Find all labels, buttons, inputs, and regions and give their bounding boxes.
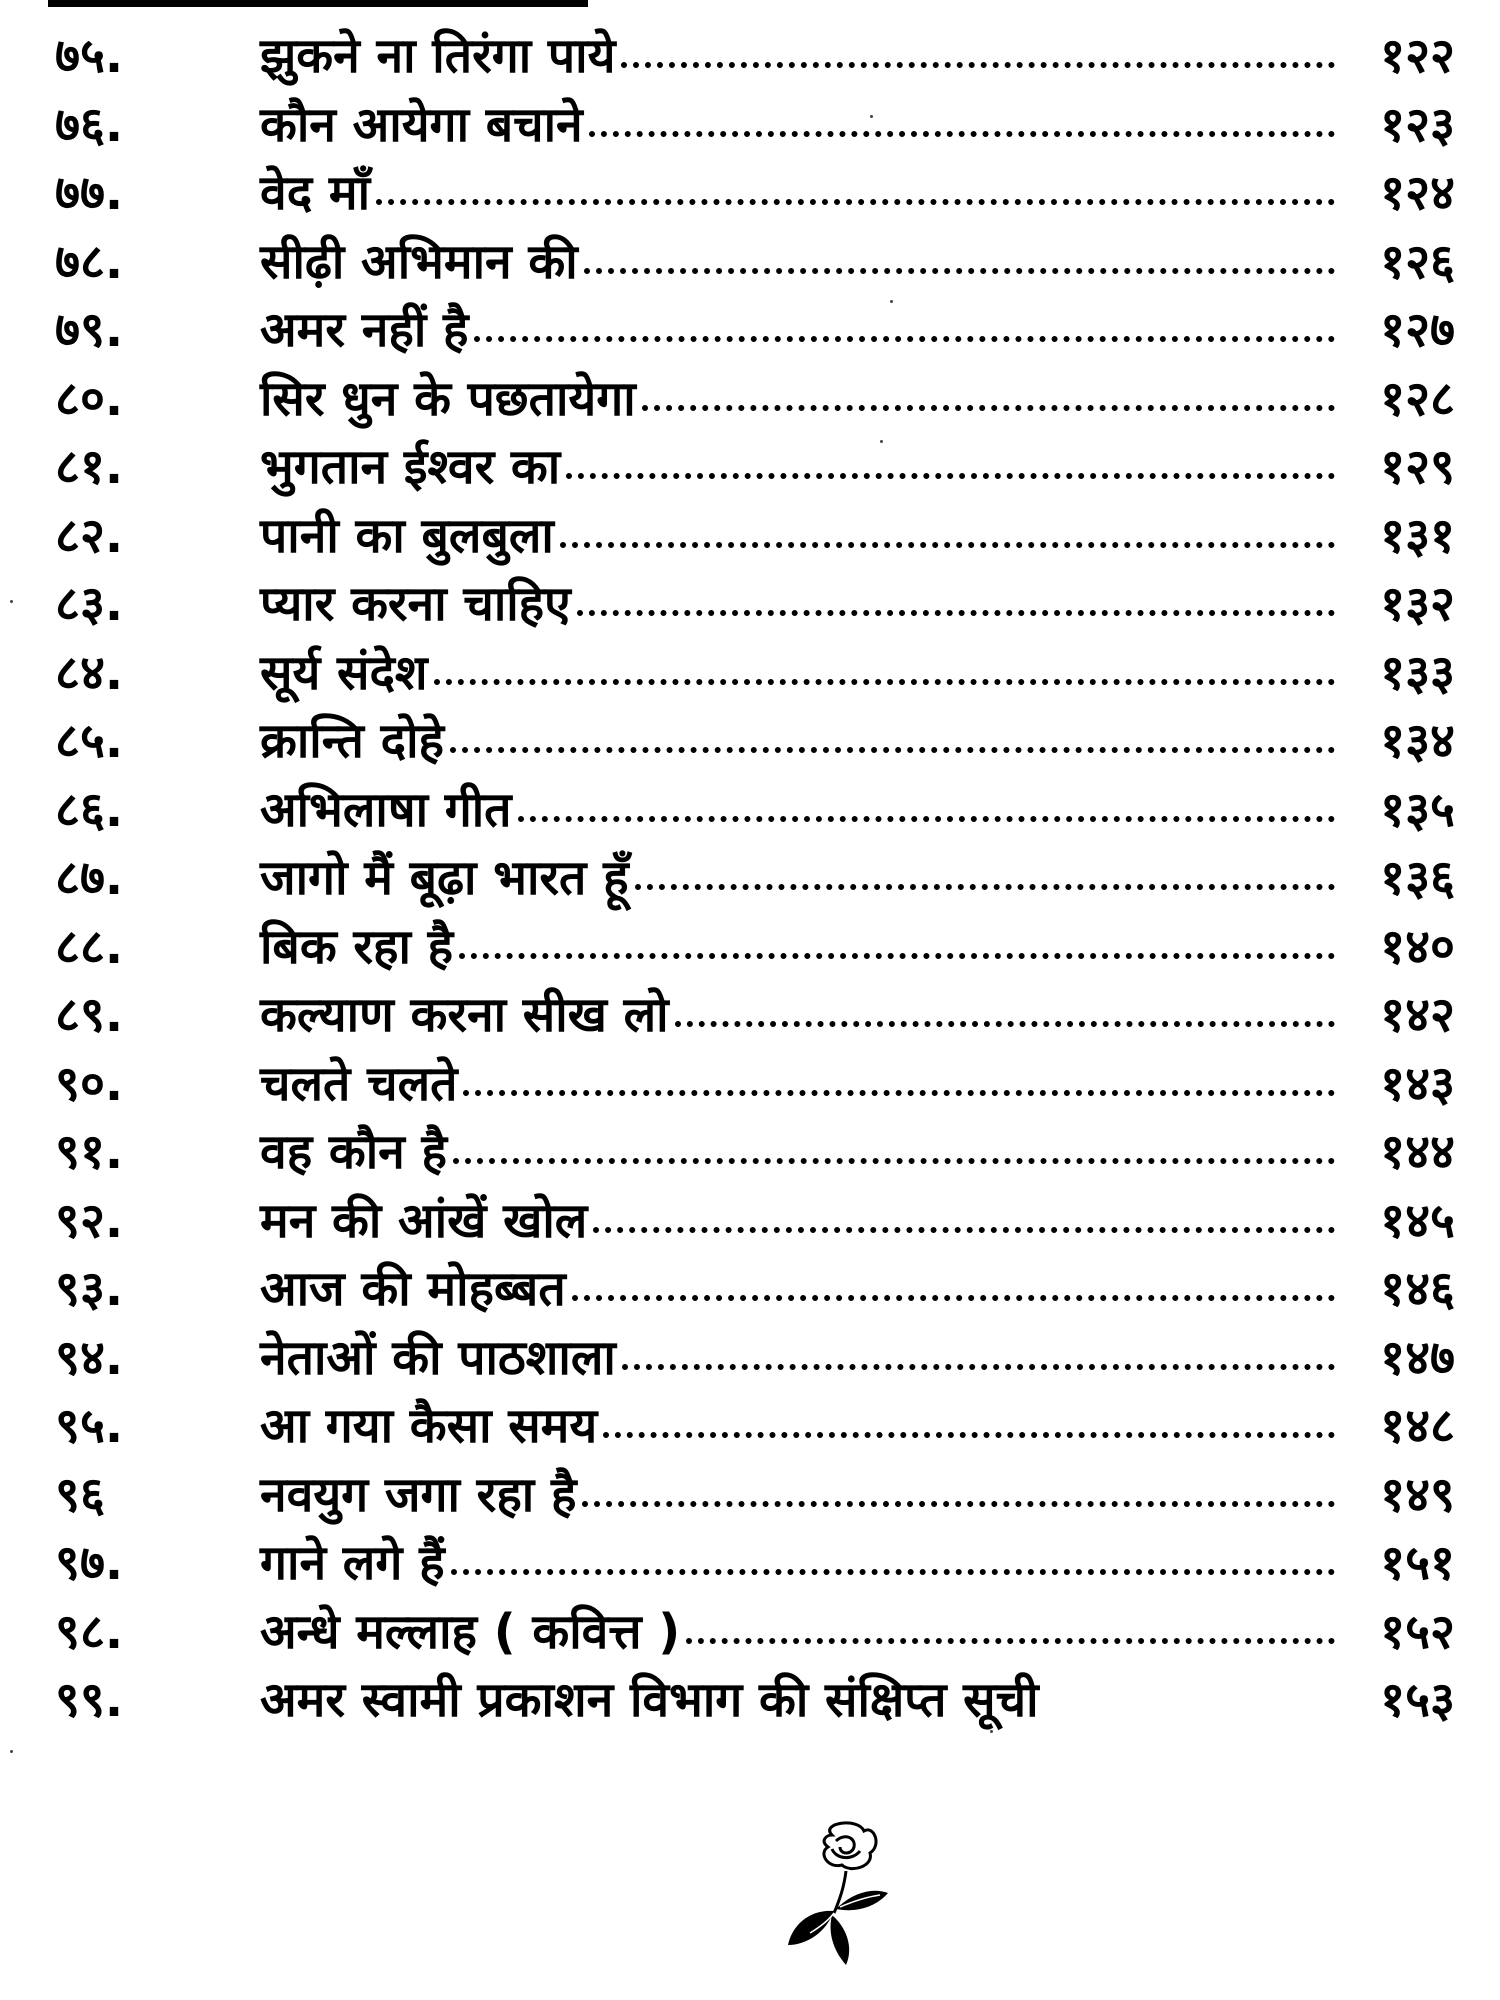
entry-page-number: १४४: [1380, 1124, 1455, 1180]
dot-leader: [675, 1021, 1335, 1027]
entry-number: ८९.: [55, 987, 124, 1043]
entry-number: ९५.: [55, 1398, 124, 1454]
dot-leader: [589, 131, 1335, 137]
speck: [890, 300, 893, 303]
toc-entry: [55, 1598, 1455, 1667]
entry-title: प्यार करना चाहिए: [260, 576, 571, 632]
entry-number: ७९.: [55, 302, 124, 358]
entry-title: कल्याण करना सीख लो: [260, 987, 669, 1043]
toc-entry: [55, 502, 1455, 571]
entry-title: कौन आयेगा बचाने: [260, 96, 583, 153]
entry-title: नवयुग जगा रहा है: [260, 1466, 577, 1523]
entry-title: चलते चलते: [260, 1055, 458, 1112]
toc-entry: [55, 1118, 1455, 1187]
entry-number: ७६.: [55, 96, 124, 153]
entry-title: अमर नहीं है: [260, 302, 469, 358]
entry-page-number: १२८: [1380, 370, 1455, 427]
dot-leader: [572, 1295, 1335, 1301]
toc-entry: [55, 981, 1455, 1050]
entry-page-number: १३५: [1380, 781, 1455, 838]
entry-title: सूर्य संदेश: [260, 644, 428, 701]
toc-entry: [55, 91, 1455, 160]
toc-entry: [55, 1666, 1455, 1735]
dot-leader: [518, 816, 1335, 822]
entry-title: मन की आंखें खोल: [260, 1192, 588, 1249]
entry-page-number: १४६: [1380, 1261, 1455, 1317]
entry-number: ८२.: [55, 507, 124, 564]
entry-number: ९४.: [55, 1329, 124, 1386]
dot-leader: [434, 679, 1335, 685]
entry-title: भुगतान ईश्वर का: [260, 439, 561, 495]
toc-entry: [55, 913, 1455, 982]
entry-page-number: १५१: [1380, 1535, 1455, 1591]
dot-leader: [376, 199, 1335, 205]
entry-title: नेताओं की पाठशाला: [260, 1329, 616, 1386]
entry-number: ८४.: [55, 644, 124, 701]
entry-page-number: १२२: [1380, 28, 1455, 84]
speck: [10, 1750, 13, 1753]
entry-number: ९२.: [55, 1192, 124, 1249]
entry-page-number: १४२: [1380, 987, 1455, 1043]
entry-number: ७८.: [55, 233, 124, 290]
entry-page-number: १३४: [1380, 713, 1455, 769]
entry-title: आ गया कैसा समय: [260, 1398, 598, 1454]
dot-leader: [593, 1227, 1335, 1233]
toc-entry: [55, 1461, 1455, 1530]
entry-page-number: १३३: [1380, 644, 1455, 701]
dot-leader: [686, 1638, 1335, 1644]
entry-title: वह कौन है: [260, 1124, 448, 1180]
dot-leader: [642, 405, 1335, 411]
entry-number: ८१.: [55, 439, 124, 495]
table-of-contents: [55, 22, 1455, 1735]
dot-leader: [450, 747, 1335, 753]
toc-entry: [55, 776, 1455, 845]
dot-leader: [582, 1501, 1335, 1507]
dot-leader: [459, 953, 1335, 959]
toc-entry: [55, 570, 1455, 639]
entry-number: ९८.: [55, 1603, 124, 1660]
entry-page-number: १२४: [1380, 165, 1455, 221]
dot-leader: [584, 268, 1335, 274]
dot-leader: [451, 1569, 1335, 1575]
entry-number: ९७.: [55, 1535, 124, 1591]
entry-number: ९१.: [55, 1124, 124, 1180]
toc-entry: [55, 1529, 1455, 1598]
toc-entry: [55, 844, 1455, 913]
entry-page-number: १४३: [1380, 1055, 1455, 1112]
toc-entry: [55, 639, 1455, 708]
entry-number: ८६.: [55, 781, 124, 838]
entry-page-number: १२९: [1380, 439, 1455, 495]
entry-number: ९६: [55, 1466, 105, 1523]
entry-page-number: १३१: [1380, 507, 1455, 564]
entry-number: ७५.: [55, 28, 124, 84]
entry-title: पानी का बुलबुला: [260, 507, 554, 564]
entry-page-number: १५३: [1380, 1672, 1455, 1728]
entry-title: बिक रहा है: [260, 918, 454, 975]
toc-entry: [55, 433, 1455, 502]
toc-entry: [55, 1392, 1455, 1461]
entry-title: अभिलाषा गीत: [260, 781, 512, 838]
entry-number: ८०.: [55, 370, 124, 427]
entry-page-number: १४९: [1380, 1466, 1455, 1523]
entry-number: ८३.: [55, 576, 124, 632]
toc-entry: [55, 707, 1455, 776]
entry-title: क्रान्ति दोहे: [260, 713, 444, 769]
entry-number: ८५.: [55, 713, 124, 769]
dot-leader: [603, 1432, 1335, 1438]
entry-page-number: १४५: [1380, 1192, 1455, 1249]
entry-number: ८७.: [55, 850, 124, 906]
entry-page-number: १४८: [1380, 1398, 1455, 1454]
toc-entry: [55, 22, 1455, 91]
entry-page-number: १४७: [1380, 1329, 1455, 1386]
entry-number: ९३.: [55, 1261, 124, 1317]
entry-page-number: १३२: [1380, 576, 1455, 632]
speck: [880, 440, 883, 443]
toc-entry: [55, 1050, 1455, 1119]
entry-page-number: १४०: [1380, 918, 1455, 975]
speck: [870, 115, 873, 118]
entry-number: ८८.: [55, 918, 124, 975]
dot-leader: [621, 62, 1335, 68]
toc-entry: [55, 1324, 1455, 1393]
dot-leader: [622, 1364, 1335, 1370]
entry-title: अमर स्वामी प्रकाशन विभाग की संक्षिप्त सूची: [260, 1672, 1039, 1728]
dot-leader: [453, 1158, 1335, 1164]
toc-entry: [55, 296, 1455, 365]
entry-page-number: १२३: [1380, 96, 1455, 153]
dot-leader: [566, 473, 1335, 479]
dot-leader: [560, 542, 1335, 548]
entry-title: जागो मैं बूढ़ा भारत हूँ: [260, 850, 629, 906]
toc-entry: [55, 1255, 1455, 1324]
entry-page-number: १२६: [1380, 233, 1455, 290]
entry-title: आज की मोहब्बत: [260, 1261, 566, 1317]
dot-leader: [577, 610, 1335, 616]
rose-icon: [770, 1815, 930, 1975]
toc-entry: [55, 159, 1455, 228]
dot-leader: [635, 884, 1335, 890]
entry-number: ९०.: [55, 1055, 124, 1112]
dot-leader: [463, 1090, 1335, 1096]
entry-title: झुकने ना तिरंगा पाये: [260, 28, 616, 84]
entry-title: सिर धुन के पछतायेगा: [260, 370, 636, 427]
top-rule: [48, 0, 588, 7]
entry-title: वेद माँ: [260, 165, 371, 221]
entry-page-number: १५२: [1380, 1603, 1455, 1660]
entry-title: सीढ़ी अभिमान की: [260, 233, 578, 290]
entry-page-number: १३६: [1380, 850, 1455, 906]
toc-entry: [55, 365, 1455, 434]
dot-leader: [474, 336, 1335, 342]
toc-entry: [55, 1187, 1455, 1256]
entry-number: ७७.: [55, 165, 124, 221]
speck: [10, 600, 13, 603]
entry-page-number: १२७: [1380, 302, 1455, 358]
entry-title: गाने लगे हैं: [260, 1535, 445, 1591]
entry-number: ९९.: [55, 1672, 124, 1728]
toc-entry: [55, 228, 1455, 297]
speck: [990, 1730, 993, 1733]
entry-title: अन्धे मल्लाह ( कवित्त ): [260, 1603, 681, 1660]
